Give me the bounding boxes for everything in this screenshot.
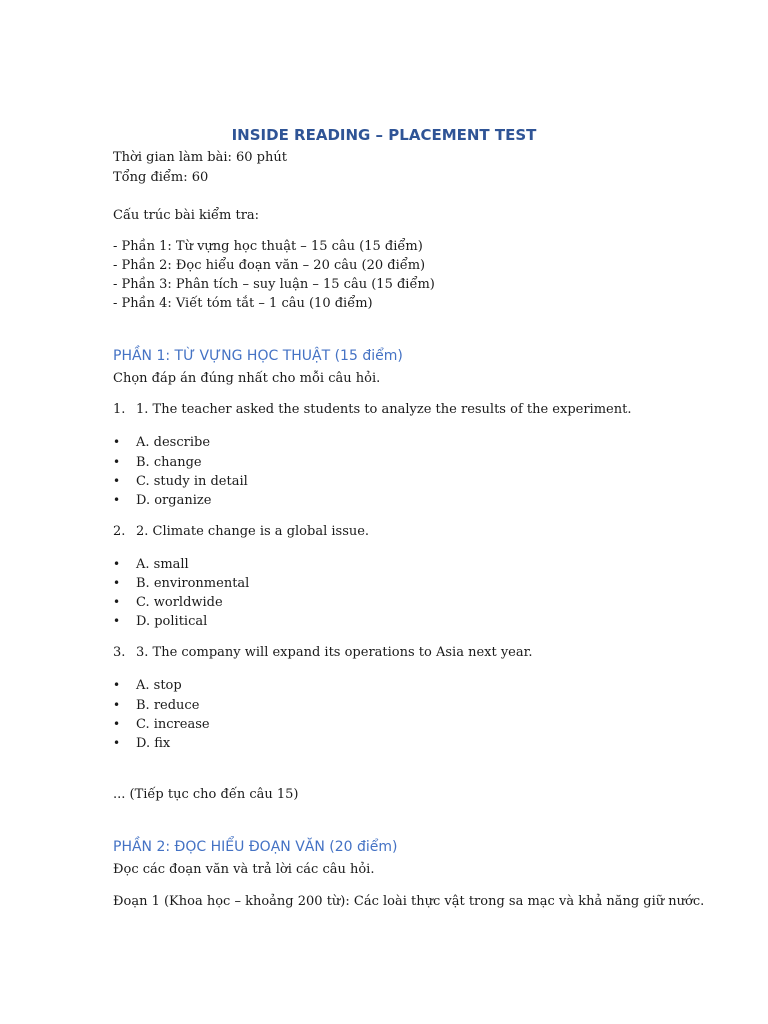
question-text: 2. Climate change is a global issue.	[136, 524, 370, 539]
structure-item: - Phần 2: Đọc hiểu đoạn văn – 20 câu (20 điểm)	[113, 258, 426, 273]
bullet-icon: •	[113, 698, 121, 712]
question-text: 1. The teacher asked the students to analyze the results of the experiment.	[136, 402, 632, 417]
answer-option-label: C. increase	[136, 717, 210, 732]
answer-option	[113, 696, 199, 715]
part2-instruction: Đọc các đoạn văn và trả lời các câu hỏi.	[113, 862, 375, 877]
bullet-icon: •	[113, 717, 121, 731]
total-score: Tổng điểm: 60	[113, 170, 209, 185]
bullet-icon: •	[113, 576, 121, 590]
document-title: INSIDE READING – PLACEMENT TEST	[231, 126, 537, 144]
answer-option	[113, 715, 210, 734]
answer-option-label: B. change	[136, 455, 202, 470]
continue-note: ... (Tiếp tục cho đến câu 15)	[113, 787, 299, 802]
answer-option	[113, 676, 182, 695]
answer-option-label: D. political	[136, 614, 208, 629]
part1-instruction: Chọn đáp án đúng nhất cho mỗi câu hỏi.	[113, 371, 381, 386]
time-limit: Thời gian làm bài: 60 phút	[113, 150, 287, 165]
answer-option-label: C. study in detail	[136, 474, 248, 489]
structure-heading: Cấu trúc bài kiểm tra:	[113, 208, 260, 223]
bullet-icon: •	[113, 493, 121, 507]
answer-option	[113, 472, 248, 491]
answer-option-label: A. stop	[136, 678, 182, 693]
answer-option	[113, 574, 249, 593]
answer-option	[113, 491, 211, 510]
structure-item: - Phần 1: Từ vựng học thuật – 15 câu (15 điểm)	[113, 239, 423, 254]
bullet-icon: •	[113, 435, 121, 449]
answer-option-label: A. describe	[136, 435, 211, 450]
bullet-icon: •	[113, 678, 121, 692]
answer-option-label: C. worldwide	[136, 595, 223, 610]
bullet-icon: •	[113, 595, 121, 609]
answer-option-label: B. reduce	[136, 698, 200, 713]
answer-option-label: D. fix	[136, 736, 171, 751]
answer-option	[113, 555, 189, 574]
question-number: 2.	[113, 524, 126, 539]
answer-option	[113, 433, 210, 452]
structure-item: - Phần 3: Phân tích – suy luận – 15 câu (15 điểm)	[113, 277, 435, 292]
question-number: 3.	[113, 645, 126, 660]
answer-option	[113, 593, 223, 612]
bullet-icon: •	[113, 614, 121, 628]
answer-option	[113, 734, 170, 753]
answer-option-label: D. organize	[136, 493, 212, 508]
part2-heading: PHẦN 2: ĐỌC HIỂU ĐOẠN VĂN (20 điểm)	[113, 839, 398, 855]
passage-1-description: Đoạn 1 (Khoa học – khoảng 200 từ): Các loài thực vật trong sa mạc và khả năng giữ nước.	[113, 894, 705, 909]
answer-option	[113, 612, 207, 631]
bullet-icon: •	[113, 557, 121, 571]
bullet-icon: •	[113, 474, 121, 488]
part1-heading: PHẦN 1: TỪ VỰNG HỌC THUẬT (15 điểm)	[113, 348, 403, 364]
bullet-icon: •	[113, 455, 121, 469]
structure-item: - Phần 4: Viết tóm tắt – 1 câu (10 điểm)	[113, 296, 373, 311]
question-number: 1.	[113, 402, 126, 417]
answer-option-label: B. environmental	[136, 576, 250, 591]
bullet-icon: •	[113, 736, 121, 750]
question-text: 3. The company will expand its operations to Asia next year.	[136, 645, 533, 660]
answer-option	[113, 453, 202, 472]
answer-option-label: A. small	[136, 557, 189, 572]
